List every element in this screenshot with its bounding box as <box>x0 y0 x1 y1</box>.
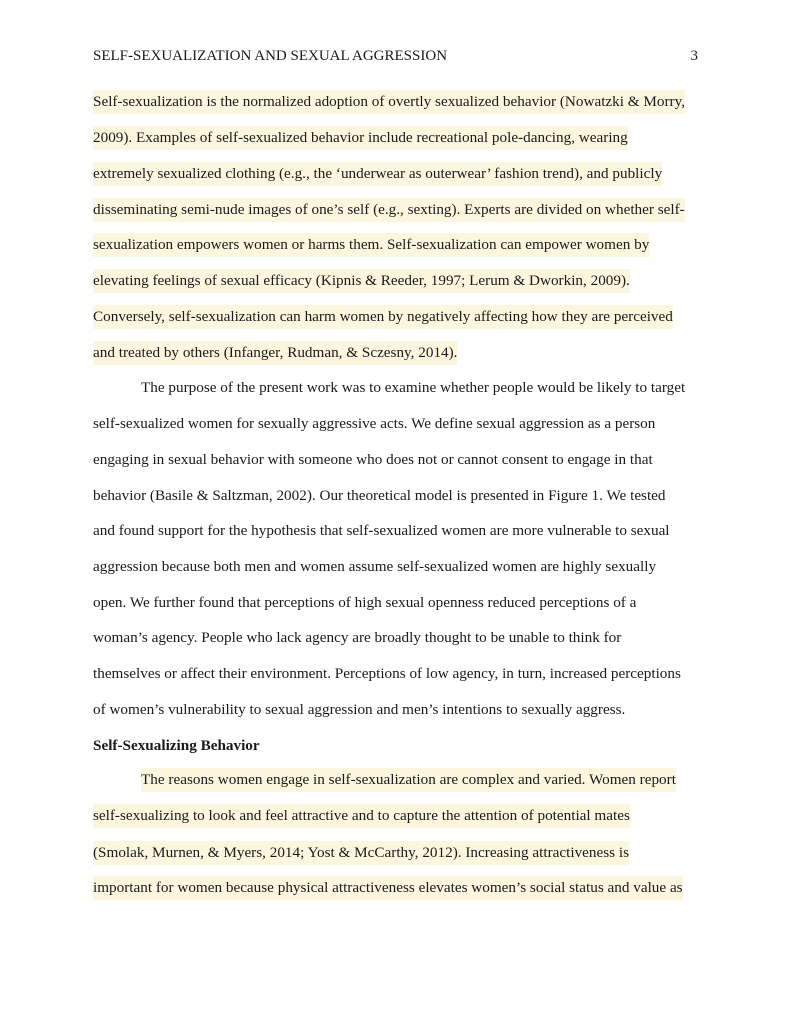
text-line: extremely sexualized clothing (e.g., the ‘underwear as outerwear’ fashion trend), and publicly <box>93 162 662 186</box>
text-line: open. We further found that perceptions of high sexual openness reduced perceptions of a <box>93 594 637 611</box>
text-line: elevating feelings of sexual efficacy (Kipnis & Reeder, 1997; Lerum & Dworkin, 2009). <box>93 269 630 293</box>
text-line: of women’s vulnerability to sexual aggression and men’s intentions to sexually aggress. <box>93 701 626 718</box>
section-heading: Self-Sexualizing Behavior <box>93 737 260 754</box>
text-line: self-sexualized women for sexually aggressive acts. We define sexual aggression as a person <box>93 415 656 432</box>
text-line: Self-sexualization is the normalized adoption of overtly sexualized behavior (Nowatzki & Morry, <box>93 90 685 114</box>
text-line: and found support for the hypothesis that self-sexualized women are more vulnerable to sexual <box>93 522 670 539</box>
text-line: self-sexualizing to look and feel attractive and to capture the attention of potential mates <box>93 804 630 828</box>
text-line: engaging in sexual behavior with someone who does not or cannot consent to engage in that <box>93 451 653 468</box>
page-number: 3 <box>690 48 698 64</box>
text-line: sexualization empowers women or harms them. Self-sexualization can empower women by <box>93 233 649 257</box>
text-line: aggression because both men and women assume self-sexualized women are highly sexually <box>93 558 657 575</box>
text-line: woman’s agency. People who lack agency are broadly thought to be unable to think for <box>93 629 622 646</box>
text-line: 2009). Examples of self-sexualized behavior include recreational pole-dancing, wearing <box>93 126 628 150</box>
running-head <box>93 45 698 67</box>
text-line: behavior (Basile & Saltzman, 2002). Our theoretical model is presented in Figure 1. We tested <box>93 487 666 504</box>
text-line: The reasons women engage in self-sexualization are complex and varied. Women report <box>141 768 676 792</box>
running-head-title: SELF-SEXUALIZATION AND SEXUAL AGGRESSION <box>93 48 448 64</box>
text-line: The purpose of the present work was to examine whether people would be likely to target <box>141 379 686 396</box>
text-line: Conversely, self-sexualization can harm women by negatively affecting how they are perceived <box>93 305 673 329</box>
text-line: themselves or affect their environment. Perceptions of low agency, in turn, increased perceptions <box>93 665 681 682</box>
text-line: and treated by others (Infanger, Rudman, & Sczesny, 2014). <box>93 341 457 365</box>
text-line: important for women because physical attractiveness elevates women’s social status and value as <box>93 876 683 900</box>
text-line: disseminating semi-nude images of one’s self (e.g., sexting). Experts are divided on whether self- <box>93 198 685 222</box>
text-line: (Smolak, Murnen, & Myers, 2014; Yost & McCarthy, 2012). Increasing attractiveness is <box>93 841 629 865</box>
